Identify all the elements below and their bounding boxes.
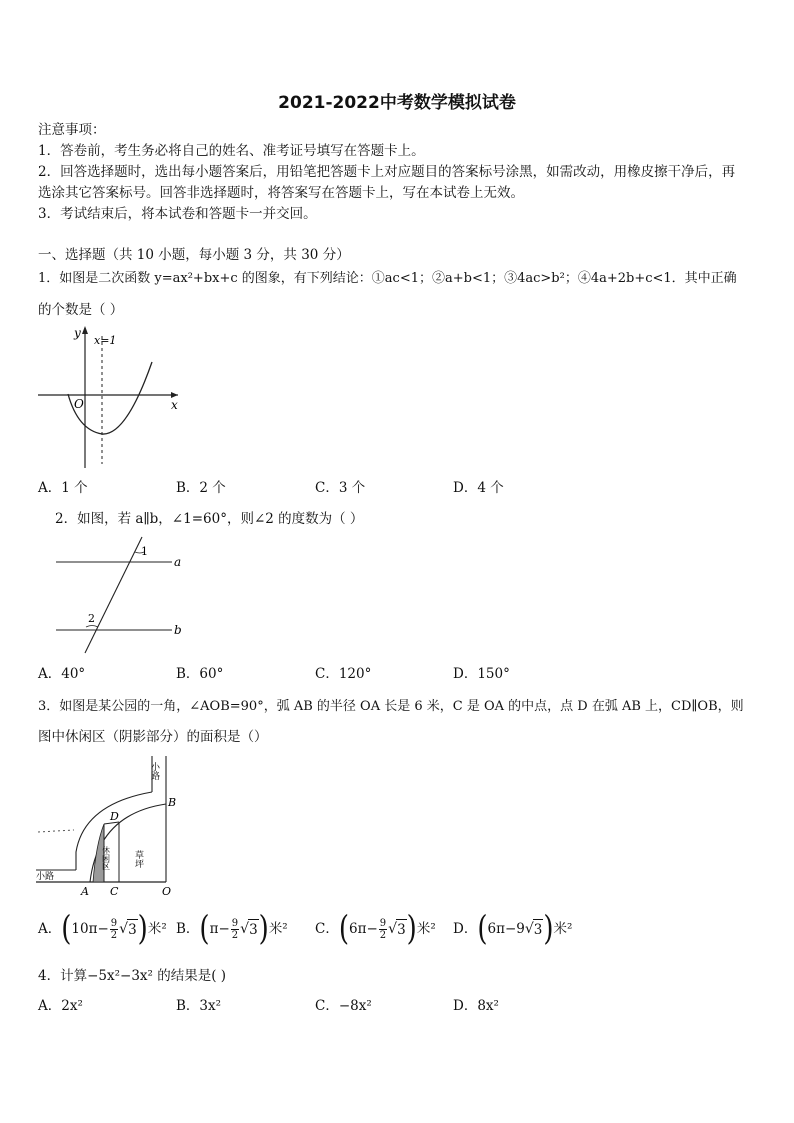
q3-a-rad: 3 — [127, 919, 138, 940]
q3-d-label: D． — [453, 921, 478, 937]
q3-b-rad: 3 — [248, 919, 259, 940]
transversal — [85, 537, 142, 653]
q3-stem: 3．如图是某公园的一角，∠AOB=90°，弧 AB 的半径 OA 长是 6 米，C 是 OA 的中点，点 D 在弧 AB 上，CD∥OB，则 — [38, 699, 744, 714]
q1-stem: 1．如图是二次函数 y=ax²+bx+c 的图象，有下列结论：①ac<1；②a+b<1；③4ac>b²；④4a+2b+c<1．其中正确 — [38, 271, 737, 286]
q3-c-rad: 3 — [396, 919, 407, 940]
notice-item-2-cont: 选涂其它答案标号。回答非选择题时，将答案写在答题卡上，写在本试卷上无效。 — [38, 185, 524, 201]
q3-d-unit: 米² — [553, 921, 573, 937]
label-b: b — [174, 623, 182, 637]
q1-option-b: B．2 个 — [176, 480, 226, 496]
q3-c-den: 2 — [379, 929, 387, 941]
road-v-label: 小路 — [149, 762, 159, 780]
q3-a-label: A． — [38, 921, 62, 937]
q2-option-b: B．60° — [176, 666, 224, 682]
q1-option-d: D．4 个 — [453, 480, 504, 496]
q4-option-a: A．2x² — [38, 998, 83, 1014]
angle-2-arc — [86, 626, 98, 628]
q3-d-lead: 6π−9 — [487, 921, 525, 937]
y-axis-arrow — [82, 326, 88, 334]
notice-item-3: 3．考试结束后，将本试卷和答题卡一并交回。 — [38, 206, 317, 222]
q1-stem-cont: 的个数是（ ） — [38, 302, 124, 318]
label-C: C — [110, 885, 119, 898]
notice-item-2: 2．回答选择题时，选出每小题答案后，用铅笔把答题卡上对应题目的答案标号涂黑，如需改动，用橡皮擦干净后，再 — [38, 164, 736, 180]
label-A: A — [81, 885, 89, 898]
q3-c-label: C． — [315, 921, 339, 937]
q3-a-lead: 10π− — [71, 921, 109, 937]
q4-option-b: B．3x² — [176, 998, 222, 1014]
q3-a-unit: 米² — [147, 921, 167, 937]
q3-a-den: 2 — [110, 929, 118, 941]
hatch-mark — [38, 830, 74, 832]
q3-option-a: A． ( 10π− $\frac{9}{2}$ √ 3 ) 米² — [38, 909, 167, 949]
q3-b-unit: 米² — [268, 921, 288, 937]
notice-heading: 注意事项： — [38, 122, 106, 138]
origin-label: O — [74, 397, 84, 411]
notice-item-1: 1．答卷前，考生务必将自己的姓名、准考证号填写在答题卡上。 — [38, 143, 425, 159]
x-label: x — [171, 398, 178, 412]
q4-option-d: D．8x² — [453, 998, 499, 1014]
q3-option-d: D． ( 6π−9 √ 3 ) 米² — [453, 909, 573, 949]
q3-a-num: 9 — [110, 917, 118, 929]
label-O: O — [162, 885, 172, 898]
q3-option-b: B． ( π− $\frac{9}{2}$ √ 3 ) 米² — [176, 909, 288, 949]
label-D: D — [110, 810, 119, 823]
q1-option-c: C．3 个 — [315, 480, 366, 496]
q3-b-den: 2 — [231, 929, 239, 941]
q1-option-a: A．1 个 — [38, 480, 88, 496]
q3-b-lead: π− — [209, 921, 230, 937]
q3-b-label: B． — [176, 921, 200, 937]
section-heading: 一、选择题（共 10 小题，每小题 3 分，共 30 分） — [38, 247, 350, 263]
q3-c-num: 9 — [379, 917, 387, 929]
q3-park-figure — [34, 752, 184, 900]
q3-c-unit: 米² — [416, 921, 436, 937]
y-label: y — [74, 326, 81, 340]
road-h-label: 小路 — [36, 872, 55, 882]
label-a: a — [174, 555, 182, 569]
label-B: B — [168, 796, 177, 809]
q3-d-rad: 3 — [533, 919, 544, 940]
q2-stem: 2．如图，若 a∥b，∠1=60°，则∠2 的度数为（ ） — [55, 511, 364, 527]
page-title: 2021-2022中考数学模拟试卷 — [278, 93, 516, 113]
q2-option-d: D．150° — [453, 666, 510, 682]
q1-parabola-figure — [36, 322, 186, 470]
q2-parallel-lines-figure — [52, 535, 192, 657]
q2-option-c: C．120° — [315, 666, 372, 682]
q3-c-lead: 6π− — [349, 921, 378, 937]
q4-stem: 4．计算−5x²−3x² 的结果是( ) — [38, 968, 227, 984]
q2-option-a: A．40° — [38, 666, 86, 682]
q3-option-c: C． ( 6π− $\frac{9}{2}$ √ 3 ) 米² — [315, 909, 436, 949]
q3-stem-cont: 图中休闲区（阴影部分）的面积是（） — [38, 729, 268, 745]
q3-b-num: 9 — [231, 917, 239, 929]
angle-1-label: 1 — [141, 545, 148, 558]
grass-label: 草坪 — [133, 850, 143, 868]
symmetry-label: x=1 — [94, 334, 117, 347]
q4-option-c: C．−8x² — [315, 998, 372, 1014]
angle-2-label: 2 — [88, 612, 95, 625]
rest-area-label: 休闲区 — [101, 846, 111, 870]
